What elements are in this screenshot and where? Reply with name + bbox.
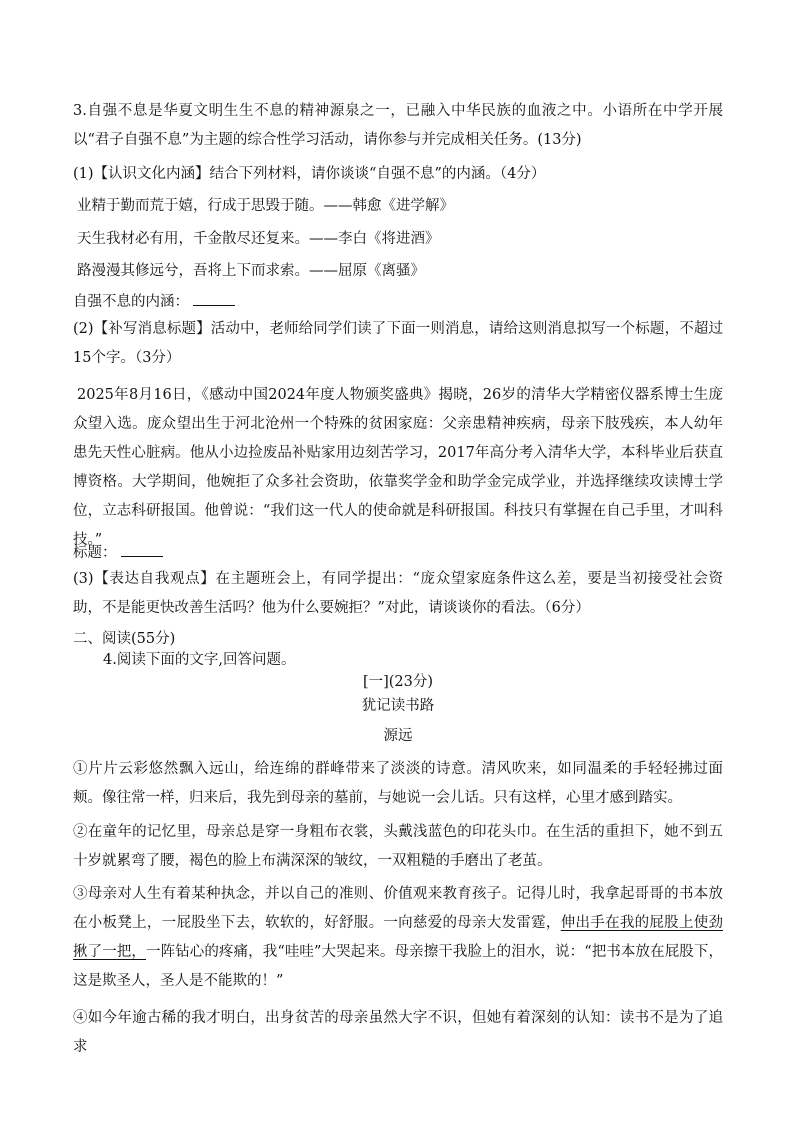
answer-1-blank[interactable]: [193, 291, 235, 306]
underlined-sentence: 伸出手在我的屁股上使劲揪了一把，: [73, 915, 724, 960]
essay-title: 犹记读书路: [361, 698, 435, 714]
quote-qu-yuan: 路漫漫其修远兮，吾将上下而求索。——屈原《离骚》: [77, 263, 425, 279]
essay-paragraph-3-start: ③母亲对人生有着某种执念，并以自己的准则、价值观来教育孩子。记得儿时，我拿起哥哥的书本放在小板凳上，一屁股坐下去，软软的，好舒服。一向慈爱的母亲大发雷霆，: [73, 886, 723, 931]
essay-paragraph-1: ①片片云彩悠然飘入远山，给连绵的群峰带来了淡淡的诗意。清风吹来，如同温柔的手轻轻拂过面颊。像往常一样，归来后，我先到母亲的墓前，与她说一会儿话。只有这样，心里才感到踏实。: [73, 761, 723, 806]
essay-paragraph-4: ④如今年逾古稀的我才明白，出身贫苦的母亲虽然大字不识，但她有着深刻的认知：读书不是为了追求: [73, 1010, 723, 1055]
answer-1-row: [73, 290, 723, 314]
answer-2-blank[interactable]: [121, 542, 163, 557]
quote-li-bai: 天生我材必有用，千金散尽还复来。——李白《将进酒》: [77, 231, 440, 247]
essay-paragraph-2: ②在童年的记忆里，母亲总是穿一身粗布衣裳，头戴浅蓝色的印花头巾。在生活的重担下，她不到五十岁就累弯了腰，褐色的脸上布满深深的皱纹，一双粗糙的手磨出了老茧。: [73, 824, 723, 869]
answer-1-label: 自强不息的内涵：: [73, 294, 189, 310]
question-3-sub2-title: (2)【补写消息标题】活动中，老师给同学们读了下面一则消息，请给这则消息拟写一个标题，不超过15个字。（3分）: [73, 321, 723, 366]
part-1-label: [一](23分): [362, 674, 434, 690]
question-3-sub3-title: (3)【表达自我观点】在主题班会上，有同学提出：“庞众望家庭条件这么差，要是当初接受社会资助，不是能更快改善生活吗？他为什么要婉拒？”对此，请谈谈你的看法。（6分）: [73, 571, 723, 616]
news-paragraph: 2025年8月16日，《感动中国2024年度人物颁奖盛典》揭晓，26岁的清华大学精密仪器系博士生庞众望入选。庞众望出生于河北沧州一个特殊的贫困家庭：父亲患精神疾病，母亲下肢残疾，本人幼年患先天性心脏病。他从小边捡废品补贴家用边刻苦学习，2017年高分考入清华大学，本科毕业后获直博资格。大学期间，他婉拒了众多社会资助，依靠奖学金和助学金完成学业，并选择继续攻读博士学位，立志科研报国。他曾说：“我们这一代人的使命就是科研报国。科技只有掌握在自己手里，才叫科技。”: [73, 387, 723, 548]
essay-paragraph-3: [73, 880, 723, 996]
essay-author: 源远: [383, 728, 413, 744]
question-3-intro: 3.自强不息是华夏文明生生不息的精神源泉之一，已融入中华民族的血液之中。小语所在中学开展以“君子自强不息”为主题的综合性学习活动，请你参与并完成相关任务。(13分): [73, 103, 723, 148]
essay-paragraph-3-end: 一阵钻心的疼痛，我“哇哇”大哭起来。母亲擦干我脸上的泪水，说：“把书本放在屁股下，这是欺圣人，圣人是不能欺的！”: [73, 944, 723, 989]
question-4-prompt: 4.阅读下面的文字,回答问题。: [103, 652, 296, 668]
answer-2-label: 标题：: [73, 545, 117, 561]
question-3-sub1-title: (1)【认识文化内涵】结合下列材料，请你谈谈“自强不息”的内涵。（4分）: [73, 166, 546, 182]
answer-2-row: [73, 541, 723, 565]
section-2-heading: 二、阅读(55分): [73, 631, 176, 647]
quote-han-yu: 业精于勤而荒于嬉，行成于思毁于随。——韩愈《进学解》: [77, 198, 454, 214]
